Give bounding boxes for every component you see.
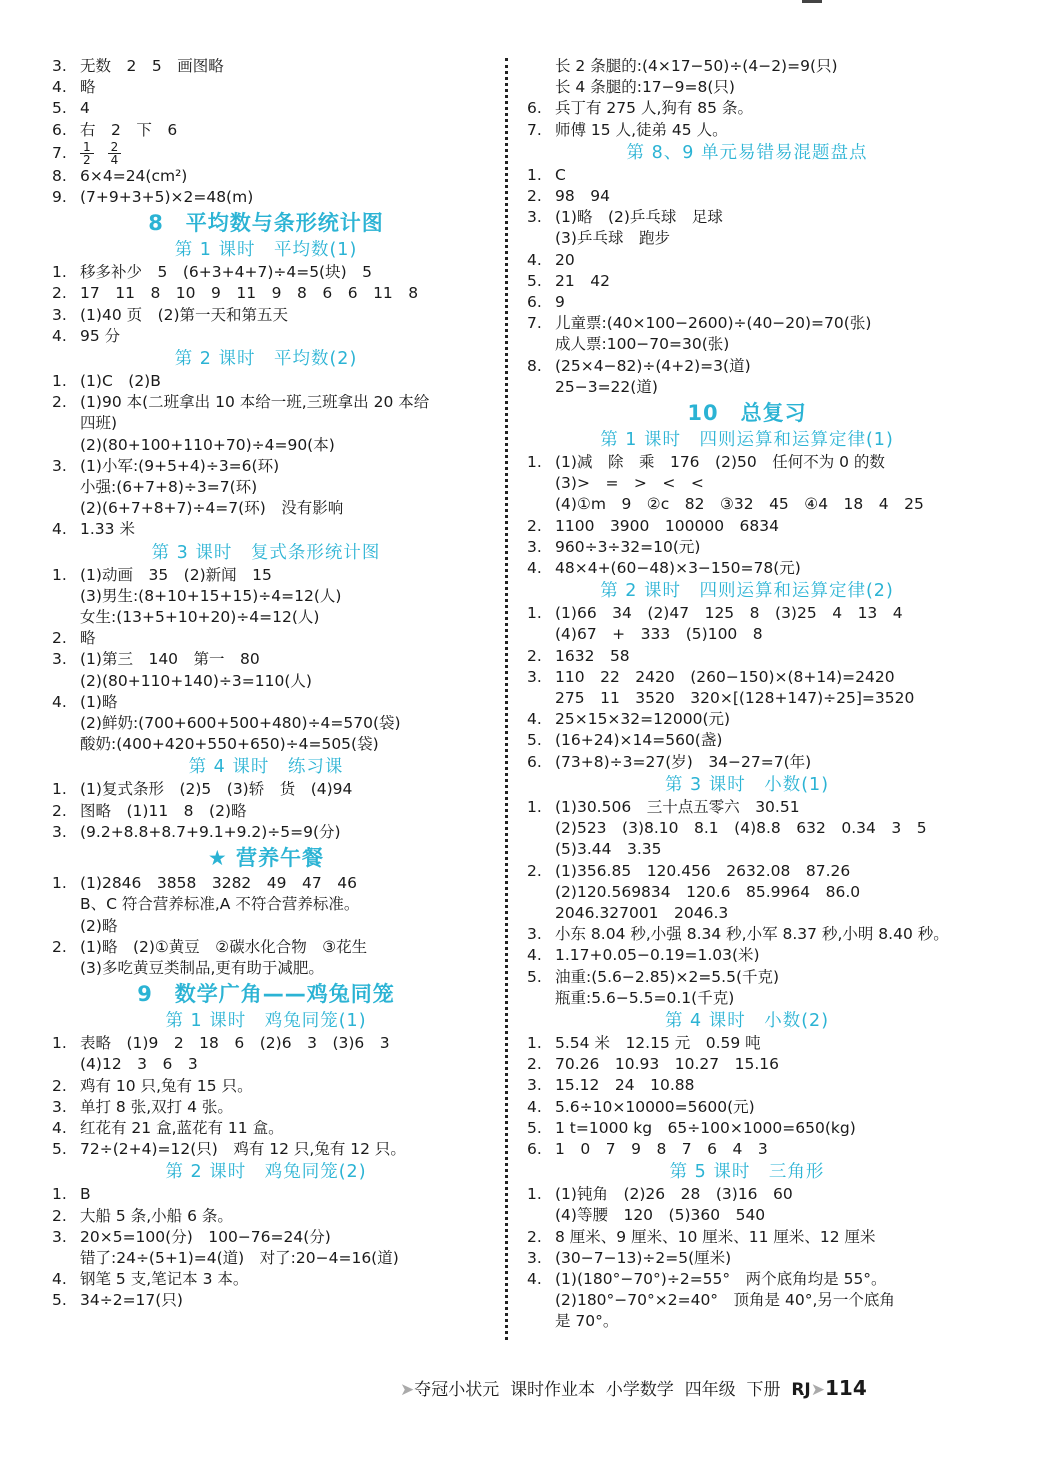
- item-number: 4.: [52, 78, 67, 97]
- answer-line: [527, 271, 967, 292]
- answer-line: [52, 56, 480, 77]
- answer-text: 无数 2 5 画图略: [80, 57, 224, 75]
- answer-text: 4: [80, 99, 90, 118]
- answer-line: [527, 1248, 967, 1269]
- footer-book: 课时作业本: [510, 1380, 596, 1400]
- item-number: 4.: [527, 1097, 542, 1116]
- answer-text: 图略 (1)11 8 (2)略: [80, 801, 247, 820]
- answer-line: [527, 120, 967, 141]
- item-number: 2.: [52, 801, 67, 820]
- lesson-heading: 第 2 课时 鸡兔同笼(2): [165, 1162, 367, 1183]
- footer-volume: 下册: [746, 1380, 781, 1400]
- item-number: 3.: [527, 925, 542, 944]
- answer-text: 1100 3900 100000 6834: [555, 516, 780, 535]
- fraction: [80, 141, 94, 166]
- answer-text: (1)略: [80, 692, 118, 711]
- answer-text: C: [555, 165, 566, 184]
- item-number: 4.: [52, 1270, 67, 1289]
- answer-text: (16+24)×14=560(盏): [555, 731, 723, 750]
- item-number: 3.: [52, 456, 67, 475]
- item-number: 6.: [527, 293, 542, 312]
- answer-text: (1)40 页 (2)第一天和第五天: [80, 305, 289, 324]
- answer-continuation: (3)多吃黄豆类制品,更有助于减肥。: [80, 958, 324, 977]
- item-number: 2.: [527, 187, 542, 206]
- top-mark: [802, 0, 822, 3]
- lesson-heading: 第 4 课时 练习课: [188, 757, 344, 778]
- item-number: 3.: [52, 305, 67, 324]
- answer-line: [52, 519, 480, 540]
- answer-text: 6×4=24(cm²): [80, 166, 188, 185]
- answer-line: [527, 1033, 967, 1054]
- answer-line: [527, 558, 967, 579]
- answer-line: [52, 628, 480, 649]
- answer-line: [527, 250, 967, 271]
- answer-line: [527, 1118, 967, 1139]
- answer-line: [52, 187, 480, 208]
- answer-text: 70.26 10.93 10.27 15.16: [555, 1055, 779, 1074]
- answer-continuation: (2)鲜奶:(700+600+500+480)÷4=570(袋): [80, 714, 401, 733]
- answer-line: [527, 1097, 967, 1118]
- lesson-heading: 第 1 课时 四则运算和运算定律(1): [600, 430, 894, 451]
- section-heading: 9 数学广角——鸡兔同笼: [137, 982, 395, 1007]
- arrow-icon: ➤: [400, 1380, 415, 1400]
- answer-text: 右 2 下 6: [80, 120, 178, 139]
- item-number: 1.: [52, 874, 67, 893]
- answer-continuation: 长 4 条腿的:17−9=8(只): [555, 78, 735, 97]
- item-number: 3.: [527, 1248, 542, 1267]
- item-number: 8.: [52, 166, 67, 185]
- footer-subject: 小学数学: [605, 1380, 674, 1400]
- answer-text: 48×4+(60−48)×3−150=78(元): [555, 559, 801, 578]
- item-number: 2.: [527, 861, 542, 880]
- answer-line: [527, 1139, 967, 1160]
- item-number: 1.: [527, 797, 542, 816]
- answer-text: (1)第三 140 第一 80: [80, 650, 260, 669]
- fraction: [108, 141, 122, 166]
- answer-text: (1)小军:(9+5+4)÷3=6(环): [80, 456, 280, 475]
- item-number: 1.: [52, 263, 67, 282]
- answer-text: (1)C (2)B: [80, 372, 161, 391]
- answer-line: [527, 1269, 967, 1290]
- answer-text: (1)(180°−70°)÷2=55° 两个底角均是 55°。: [555, 1269, 887, 1288]
- item-number: 3.: [52, 1227, 67, 1246]
- item-number: 5.: [527, 1118, 542, 1137]
- answer-continuation: 女生:(13+5+10+20)÷4=12(人): [80, 608, 320, 627]
- answer-line: [527, 730, 967, 751]
- answer-line: [527, 165, 967, 186]
- answer-text: 72÷(2+4)=12(只) 鸡有 12 只,兔有 12 只。: [80, 1140, 406, 1159]
- answer-continuation: (4)12 3 6 3: [80, 1055, 198, 1074]
- answer-text: (1)动画 35 (2)新闻 15: [80, 565, 272, 584]
- answer-text: 兵丁有 275 人,狗有 85 条。: [555, 99, 753, 118]
- answer-text: (1)356.85 120.456 2632.08 87.26: [555, 861, 851, 880]
- answer-line: [52, 1033, 480, 1054]
- answer-continuation: 25−3=22(道): [555, 377, 658, 396]
- item-number: 1.: [527, 1185, 542, 1204]
- lesson-heading: 第 2 课时 四则运算和运算定律(2): [600, 581, 894, 602]
- item-number: 3.: [527, 1076, 542, 1095]
- item-number: 3.: [52, 1097, 67, 1116]
- answer-text: (1)复式条形 (2)5 (3)轿 货 (4)94: [80, 780, 353, 799]
- lesson-heading: 第 3 课时 复式条形统计图: [151, 542, 381, 563]
- answer-line: [52, 873, 480, 894]
- item-number: 3.: [52, 57, 67, 75]
- answer-text: 小东 8.04 秒,小强 8.34 秒,小军 8.37 秒,小明 8.40 秒。: [555, 925, 949, 944]
- item-number: 3.: [52, 822, 67, 841]
- answer-text: (1)减 除 乘 176 (2)50 任何不为 0 的数: [555, 453, 885, 472]
- answer-continuation: (2)(80+100+110+70)÷4=90(本): [80, 435, 335, 454]
- answer-line: [52, 305, 480, 326]
- section-heading: ★ 营养午餐: [207, 846, 325, 871]
- item-number: 4.: [527, 1269, 542, 1288]
- answer-line: [527, 646, 967, 667]
- item-number: 6.: [52, 120, 67, 139]
- answer-text: 红花有 21 盒,蓝花有 11 盒。: [80, 1118, 284, 1137]
- answer-continuation: (3)乒乓球 跑步: [555, 229, 670, 248]
- answer-continuation: 成人票:100−70=30(张): [555, 335, 730, 354]
- answer-line: [52, 371, 480, 392]
- answer-text: 95 分: [80, 326, 121, 345]
- answer-text: (25×4−82)÷(4+2)=3(道): [555, 356, 751, 375]
- item-number: 5.: [52, 1140, 67, 1159]
- answer-continuation: (4)等腰 120 (5)360 540: [555, 1206, 766, 1225]
- answer-line: [527, 709, 967, 730]
- answer-text: (9.2+8.8+8.7+9.1+9.2)÷5=9(分): [80, 822, 341, 841]
- answer-line: [527, 1054, 967, 1075]
- numerator: 1: [80, 141, 94, 154]
- right-column: [527, 56, 967, 1333]
- answer-line: [52, 262, 480, 283]
- answer-line: [527, 797, 967, 818]
- item-number: 5.: [527, 731, 542, 750]
- item-number: 2.: [527, 516, 542, 535]
- numerator: 2: [108, 141, 122, 154]
- answer-text: 5.54 米 12.15 元 0.59 吨: [555, 1033, 761, 1052]
- item-number: 1.: [527, 1033, 542, 1052]
- answer-text: (1)钝角 (2)26 28 (3)16 60: [555, 1185, 793, 1204]
- item-number: 5.: [52, 1291, 67, 1310]
- item-number: 4.: [52, 326, 67, 345]
- item-number: 4.: [527, 250, 542, 269]
- answer-line: [52, 326, 480, 347]
- item-number: 5.: [527, 967, 542, 986]
- answer-continuation: (4)67 + 333 (5)100 8: [555, 625, 763, 644]
- answer-text: 表略 (1)9 2 18 6 (2)6 3 (3)6 3: [80, 1034, 390, 1053]
- item-number: 5.: [52, 99, 67, 118]
- column-divider: [505, 58, 508, 1340]
- answer-continuation: (2)略: [80, 916, 118, 935]
- item-number: 1.: [52, 1034, 67, 1053]
- answer-line: [52, 801, 480, 822]
- answer-line: [527, 207, 967, 228]
- item-number: 2.: [52, 937, 67, 956]
- answer-continuation: 瓶重:5.6−5.5=0.1(千克): [555, 988, 735, 1007]
- item-number: 1.: [52, 372, 67, 391]
- item-number: 6.: [527, 752, 542, 771]
- answer-line: [527, 945, 967, 966]
- item-number: 2.: [527, 1227, 542, 1246]
- answer-line: [52, 456, 480, 477]
- answer-text: (1)略 (2)①黄豆 ②碳水化合物 ③花生: [80, 937, 368, 956]
- answer-text: 移多补少 5 (6+3+4+7)÷4=5(块) 5: [80, 263, 373, 282]
- denominator: 4: [110, 152, 119, 167]
- answer-text: 17 11 8 10 9 11 9 8 6 6 11 8: [80, 284, 419, 303]
- answer-text: (73+8)÷3=27(岁) 34−27=7(年): [555, 752, 812, 771]
- item-number: 1.: [527, 165, 542, 184]
- answer-continuation: 错了:24÷(5+1)=4(道) 对了:20−4=16(道): [80, 1248, 399, 1267]
- answer-text: 20×5=100(分) 100−76=24(分): [80, 1227, 331, 1246]
- answer-line: [527, 667, 967, 688]
- answer-line: [52, 692, 480, 713]
- answer-continuation: 是 70°。: [555, 1312, 619, 1331]
- left-column: [52, 56, 480, 1312]
- item-number: 2.: [52, 629, 67, 648]
- answer-line: [52, 283, 480, 304]
- answer-text: (30−7−13)÷2=5(厘米): [555, 1248, 732, 1267]
- answer-continuation: (2)523 (3)8.10 8.1 (4)8.8 632 0.34 3 5: [555, 819, 927, 838]
- answer-text: 1632 58: [555, 646, 630, 665]
- item-number: 7.: [527, 314, 542, 333]
- answer-line: [527, 861, 967, 882]
- answer-text: 110 22 2420 (260−150)×(8+14)=2420: [555, 667, 895, 686]
- lesson-heading: 第 4 课时 小数(2): [664, 1010, 830, 1031]
- page-footer: [400, 1376, 1000, 1402]
- answer-line: [52, 565, 480, 586]
- answer-text: 单打 8 张,双打 4 张。: [80, 1097, 233, 1116]
- answer-line: [527, 1184, 967, 1205]
- item-number: 2.: [52, 284, 67, 303]
- answer-text: 8 厘米、9 厘米、10 厘米、11 厘米、12 厘米: [555, 1227, 876, 1246]
- answer-continuation: (2)(80+110+140)÷3=110(人): [80, 671, 312, 690]
- answer-text: 98 94: [555, 187, 610, 206]
- answer-line: [52, 1227, 480, 1248]
- lesson-heading: 第 3 课时 小数(1): [664, 774, 830, 795]
- answer-line: [527, 292, 967, 313]
- answer-line: [527, 967, 967, 988]
- answer-text: 5.6÷10×10000=5600(元): [555, 1097, 755, 1116]
- item-number: 2.: [527, 646, 542, 665]
- answer-text: (1)略 (2)乒乓球 足球: [555, 208, 723, 227]
- footer-edition: RJ: [791, 1380, 811, 1400]
- footer-brand: 夺冠小状元: [414, 1380, 500, 1400]
- answer-line: [527, 924, 967, 945]
- answer-continuation: (5)3.44 3.35: [555, 840, 662, 859]
- answer-line: [52, 1184, 480, 1205]
- answer-text: 油重:(5.6−2.85)×2=5.5(千克): [555, 967, 780, 986]
- arrow-icon: ➤: [810, 1380, 825, 1400]
- item-number: 2.: [52, 1076, 67, 1095]
- item-number: 4.: [52, 692, 67, 711]
- answer-line: [527, 752, 967, 773]
- answer-continuation: (3)> = > < <: [555, 474, 704, 493]
- answer-text: 1.17+0.05−0.19=1.03(米): [555, 946, 760, 965]
- answer-text: 960÷3÷32=10(元): [555, 537, 701, 556]
- lesson-heading: 第 1 课时 平均数(1): [174, 240, 358, 261]
- item-number: 4.: [527, 710, 542, 729]
- answer-text: 20: [555, 250, 575, 269]
- answer-line: [52, 120, 480, 141]
- answer-text: 儿童票:(40×100−2600)÷(40−20)=70(张): [555, 314, 872, 333]
- answer-line: [527, 186, 967, 207]
- answer-line: [52, 1076, 480, 1097]
- answer-text: (1)90 本(二班拿出 10 本给一班,三班拿出 20 本给: [80, 393, 430, 412]
- answer-text: 15.12 24 10.88: [555, 1076, 695, 1095]
- answer-line: [52, 1139, 480, 1160]
- answer-continuation: 275 11 3520 320×[(128+147)÷25]=3520: [555, 689, 915, 708]
- answer-continuation: 长 2 条腿的:(4×17−50)÷(4−2)=9(只): [555, 57, 838, 75]
- answer-text: 大船 5 条,小船 6 条。: [80, 1206, 233, 1225]
- answer-text: 1 t=1000 kg 65÷100×1000=650(kg): [555, 1118, 856, 1137]
- answer-text: 1.33 米: [80, 520, 135, 539]
- lesson-heading: 第 5 课时 三角形: [669, 1162, 825, 1183]
- page-number: 114: [824, 1376, 867, 1400]
- item-number: 2.: [52, 1206, 67, 1225]
- answer-line: [52, 649, 480, 670]
- item-number: 4.: [52, 520, 67, 539]
- answer-text: (1)2846 3858 3282 49 47 46: [80, 874, 357, 893]
- section-heading: 10 总复习: [687, 401, 807, 426]
- answer-line: [52, 1269, 480, 1290]
- item-number: 3.: [527, 667, 542, 686]
- item-number: 4.: [527, 559, 542, 578]
- answer-line: [52, 98, 480, 119]
- answer-text: 25×15×32=12000(元): [555, 710, 731, 729]
- item-number: 6.: [527, 1139, 542, 1158]
- answer-text: (1)30.506 三十点五零六 30.51: [555, 797, 800, 816]
- answer-text: 师傅 15 人,徒弟 45 人。: [555, 120, 728, 139]
- answer-continuation: (2)120.569834 120.6 85.9964 86.0: [555, 882, 861, 901]
- answer-continuation: (2)180°−70°×2=40° 顶角是 40°,另一个底角: [555, 1291, 895, 1310]
- item-number: 4.: [52, 1118, 67, 1137]
- item-number: 6.: [527, 99, 542, 118]
- answer-line: [52, 779, 480, 800]
- answer-line: [52, 166, 480, 187]
- answer-text: 34÷2=17(只): [80, 1291, 183, 1310]
- answer-text: 9: [555, 293, 565, 312]
- answer-continuation: 小强:(6+7+8)÷3=7(环): [80, 478, 258, 497]
- answer-text: (1)66 34 (2)47 125 8 (3)25 4 13 4: [555, 604, 903, 623]
- answer-text: (7+9+3+5)×2=48(m): [80, 188, 254, 207]
- answer-line: [527, 1227, 967, 1248]
- answer-line: [527, 313, 967, 334]
- answer-line: [52, 1290, 480, 1311]
- answer-line: [527, 1075, 967, 1096]
- item-number: 3.: [527, 537, 542, 556]
- lesson-heading: 第 8、9 单元易错易混题盘点: [626, 142, 868, 163]
- answer-text: 鸡有 10 只,兔有 15 只。: [80, 1076, 253, 1095]
- answer-text: 1 0 7 9 8 7 6 4 3: [555, 1139, 768, 1158]
- answer-continuation: (4)①m 9 ②c 82 ③32 45 ④4 18 4 25: [555, 495, 924, 514]
- answer-line: [527, 452, 967, 473]
- answer-line: [52, 77, 480, 98]
- answer-text: B: [80, 1185, 91, 1204]
- item-number: 4.: [527, 946, 542, 965]
- answer-text: 略: [80, 78, 96, 97]
- item-number: 5.: [527, 271, 542, 290]
- item-number: 7.: [527, 120, 542, 139]
- answer-line: [52, 1118, 480, 1139]
- answer-line: [527, 516, 967, 537]
- answer-line: [52, 141, 480, 166]
- answer-text: 钢笔 5 支,笔记本 3 本。: [80, 1270, 249, 1289]
- answer-continuation: 2046.327001 2046.3: [555, 903, 729, 922]
- answer-continuation: (2)(6+7+8+7)÷4=7(环) 没有影响: [80, 499, 344, 518]
- answer-line: [527, 537, 967, 558]
- item-number: 3.: [527, 208, 542, 227]
- answer-continuation: 四班): [80, 414, 118, 433]
- item-number: 1.: [52, 565, 67, 584]
- lesson-heading: 第 1 课时 鸡兔同笼(1): [165, 1011, 367, 1032]
- item-number: 7.: [52, 143, 67, 162]
- item-number: 1.: [52, 1185, 67, 1204]
- answer-continuation: (3)男生:(8+10+15+15)÷4=12(人): [80, 586, 342, 605]
- answer-line: [52, 822, 480, 843]
- answer-line: [52, 1206, 480, 1227]
- answer-line: [52, 937, 480, 958]
- answer-continuation: B、C 符合营养标准,A 不符合营养标准。: [80, 895, 360, 914]
- answer-line: [527, 356, 967, 377]
- answer-line: [527, 98, 967, 119]
- answer-line: [52, 1097, 480, 1118]
- answer-line: [52, 392, 480, 413]
- item-number: 3.: [52, 650, 67, 669]
- item-number: 2.: [527, 1055, 542, 1074]
- section-heading: 8 平均数与条形统计图: [148, 211, 384, 236]
- answer-text: 略: [80, 629, 96, 648]
- item-number: 1.: [527, 453, 542, 472]
- denominator: 2: [83, 152, 91, 167]
- item-number: 8.: [527, 356, 542, 375]
- item-number: 1.: [52, 780, 67, 799]
- footer-grade: 四年级: [684, 1380, 736, 1400]
- lesson-heading: 第 2 课时 平均数(2): [174, 349, 358, 370]
- answer-continuation: 酸奶:(400+420+550+650)÷4=505(袋): [80, 735, 379, 754]
- item-number: 9.: [52, 188, 67, 207]
- answer-text: 21 42: [555, 271, 610, 290]
- answer-line: [527, 603, 967, 624]
- item-number: 2.: [52, 393, 67, 412]
- item-number: 1.: [527, 604, 542, 623]
